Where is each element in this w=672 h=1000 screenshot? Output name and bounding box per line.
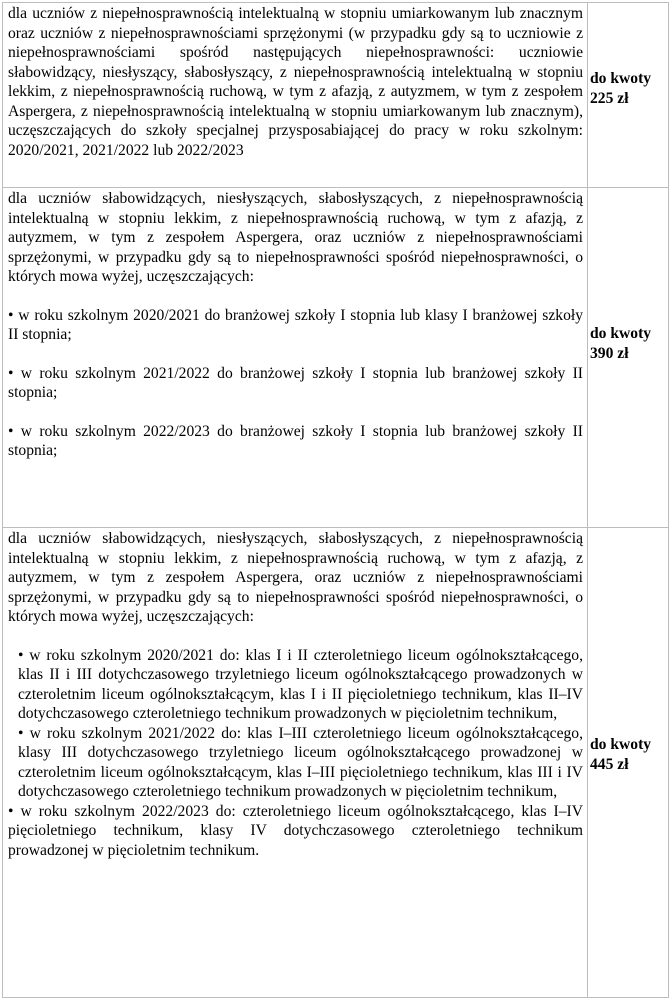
list-item: • w roku szkolnym 2020/2021 do: klas I i II czteroletniego liceum ogólnokształcącego, klas II i III dotychczasowego trzyletniego liceum ogólnokształcącego prowadzonych w czteroletnim liceum ogólnokształcącym, klas I i II pięcioletniego technikum, klas II–IV dotychczasowego czteroletniego technikum prowadzonych w pięcioletnim technikum, [18,646,583,722]
description-intro: dla uczniów słabowidzących, niesłyszących, słabosłyszących, z niepełnosprawnością intelektualną w stopniu lekkim, z niepełnosprawnością ruchową, w tym z afazją, z autyzmem, w tym z zespołem Aspergera, oraz uczniów z niepełnosprawnościami sprzężonymi, w przypadku gdy są to niepełnosprawności spośród niepełnosprawności, o których mowa wyżej, uczęszczających: [8,190,583,285]
description-intro: dla uczniów słabowidzących, niesłyszących, słabosłyszących, z niepełnosprawnością intelektualną w stopniu lekkim, z niepełnosprawnością ruchową, w tym z afazją, z autyzmem, w tym z zespołem Aspergera, oraz uczniów z niepełnosprawnościami sprzężonymi, w przypadku gdy są to niepełnosprawności spośród niepełnosprawności, o których mowa wyżej, uczęszczających: [8,530,583,625]
list-item: • w roku szkolnym 2020/2021 do branżowej szkoły I stopnia lub klasy I branżowej szkoły II stopnia; [8,306,583,343]
list-item: • w roku szkolnym 2022/2023 do branżowej szkoły I stopnia lub branżowej szkoły II stopnia; [8,422,583,459]
description-cell [3,3,588,188]
amount-table [2,2,669,998]
description-cell [3,188,588,528]
amount-cell [588,528,669,998]
amount-label: do kwoty [590,325,652,342]
amount-value: 390 zł [590,344,629,362]
description-cell [3,528,588,998]
description-text: dla uczniów z niepełnosprawnością intelektualną w stopniu umiarkowanym lub znacznym oraz uczniów z niepełnosprawnościami sprzężonymi (w przypadku gdy są to uczniowie z niepełnosprawnościami spośród następujących niepełnosprawności: uczniowie słabowidzący, niesłyszący, słabosłyszący, z niepełnosprawnością intelektualną w stopniu lekkim, z niepełnosprawnością ruchową, w tym z afazją, z autyzmem, w tym z zespołem Aspergera, z niepełnosprawnością intelektualną w stopniu umiarkowanym lub znacznym), uczęszczających do szkoły specjalnej przysposabiającej do pracy w roku szkolnym: 2020/2021, 2021/2022 lub 2022/2023 [8,5,583,159]
list-item: • w roku szkolnym 2021/2022 do branżowej szkoły I stopnia lub branżowej szkoły II stopnia; [8,364,583,401]
table-row [3,188,669,528]
table-row [3,3,669,188]
table-row [3,528,669,998]
list-item: • w roku szkolnym 2022/2023 do: czteroletniego liceum ogólnokształcącego, klas I–IV pięcioletniego technikum, klasy IV dotychczasowego czteroletniego technikum prowadzonej w pięcioletnim technikum. [8,802,583,859]
amount-value: 445 zł [590,755,629,773]
amount-label: do kwoty [590,736,652,753]
amount-cell [588,3,669,188]
list-item: • w roku szkolnym 2021/2022 do: klas I–III czteroletniego liceum ogólnokształcącego, klasy III dotychczasowego trzyletniego liceum ogólnokształcącego prowadzonej w czteroletnim liceum ogólnokształcącym, klas I–III pięcioletniego technikum, klas III i IV dotychczasowego czteroletniego technikum prowadzonych w pięcioletnim technikum, [18,724,583,800]
amount-label: do kwoty [590,70,652,87]
amount-value: 225 zł [590,89,629,107]
amount-cell [588,188,669,528]
